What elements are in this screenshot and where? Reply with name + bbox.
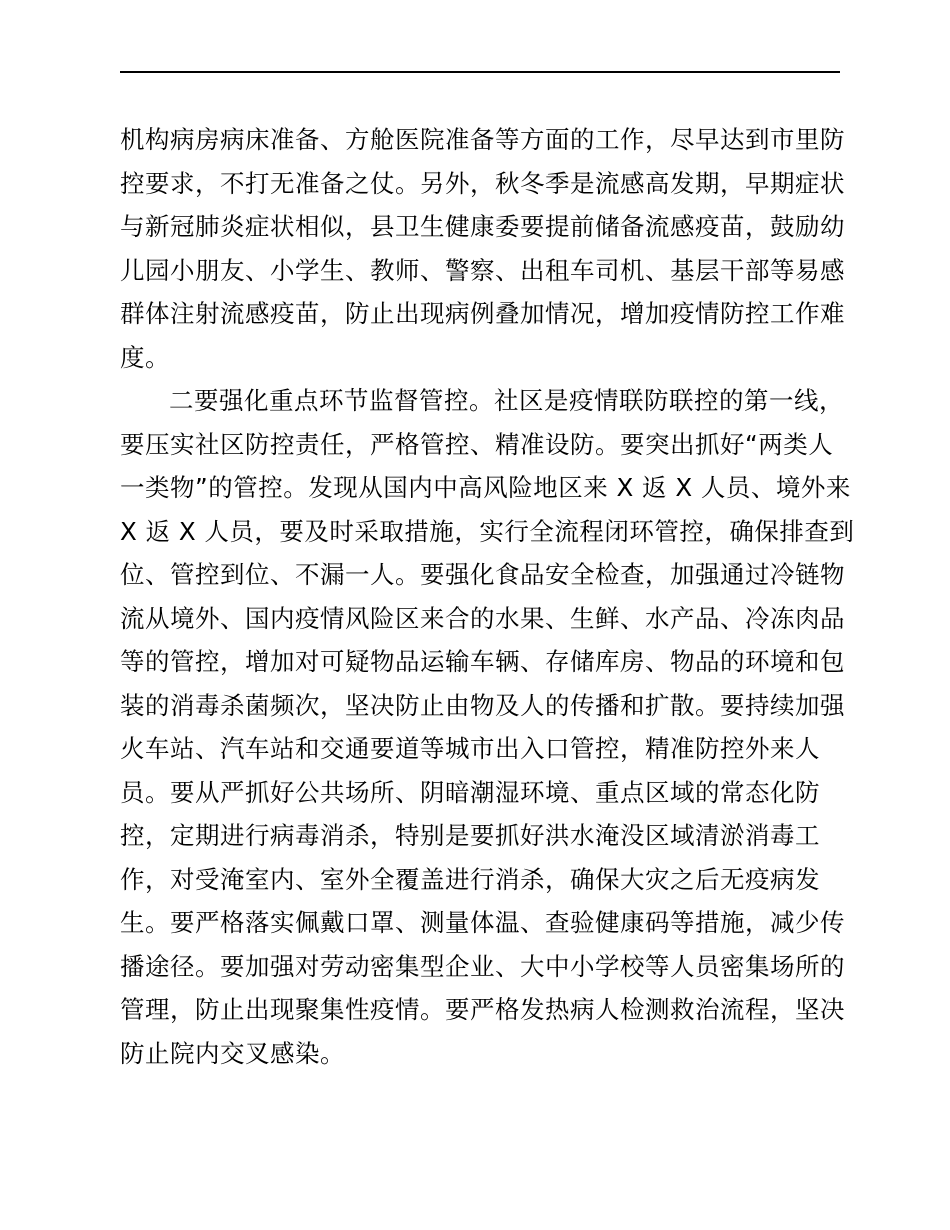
text-line: 播途径。要加强对劳动密集型企业、大中小学校等人员密集场所的 <box>120 951 845 981</box>
text-line: 位、管控到位、不漏一人。要强化食品安全检查，加强通过冷链物 <box>120 560 845 589</box>
text-line: 生。要严格落实佩戴口罩、测量体温、查验健康码等措施，减少传 <box>120 908 845 937</box>
text-line: 流从境外、国内疫情风险区来合的水果、生鲜、水产品、冷冻肉品 <box>120 603 845 633</box>
text-line: 群体注射流感疫苗，防止出现病例叠加情况，增加疫情防控工作难 <box>120 299 845 328</box>
text-line: 员。要从严抓好公共场所、阴暗潮湿环境、重点区域的常态化防 <box>120 777 820 807</box>
text-line: 控要求，不打无准备之仗。另外，秋冬季是流感高发期，早期症状 <box>120 168 845 198</box>
document-body <box>120 118 855 1075</box>
text-line: 等的管控，增加对可疑物品运输车辆、存储库房、物品的环境和包 <box>120 647 845 676</box>
text-line: 一类物”的管控。发现从国内中高风险地区来 X 返 X 人员、境外来 <box>120 473 851 502</box>
text-line: 作，对受淹室内、室外全覆盖进行消杀，确保大灾之后无疫病发 <box>120 864 820 894</box>
paragraph-1 <box>120 118 845 379</box>
text-line: 机构病房病床准备、方舱医院准备等方面的工作，尽早达到市里防 <box>120 125 845 154</box>
text-line: X 返 X 人员，要及时采取措施，实行全流程闭环管控，确保排查到 <box>120 516 855 546</box>
paragraph-2 <box>120 379 855 1075</box>
text-line: 防止院内交叉感染。 <box>120 1038 345 1068</box>
text-line: 控，定期进行病毒消杀，特别是要抓好洪水淹没区域清淤消毒工 <box>120 821 820 850</box>
text-line: 管理，防止出现聚集性疫情。要严格发热病人检测救治流程，坚决 <box>120 995 845 1024</box>
text-line: 与新冠肺炎症状相似，县卫生健康委要提前储备流感疫苗，鼓励幼 <box>120 212 845 241</box>
text-line: 要压实社区防控责任，严格管控、精准设防。要突出抓好“两类人 <box>120 429 834 459</box>
text-line: 二要强化重点环节监督管控。社区是疫情联防联控的第一线， <box>169 386 844 415</box>
header-rule <box>120 71 840 73</box>
text-line: 火车站、汽车站和交通要道等城市出入口管控，精准防控外来人 <box>120 734 820 763</box>
text-line: 度。 <box>120 342 170 372</box>
text-line: 装的消毒杀菌频次，坚决防止由物及人的传播和扩散。要持续加强 <box>120 690 845 720</box>
text-line: 儿园小朋友、小学生、教师、警察、出租车司机、基层干部等易感 <box>120 255 845 285</box>
